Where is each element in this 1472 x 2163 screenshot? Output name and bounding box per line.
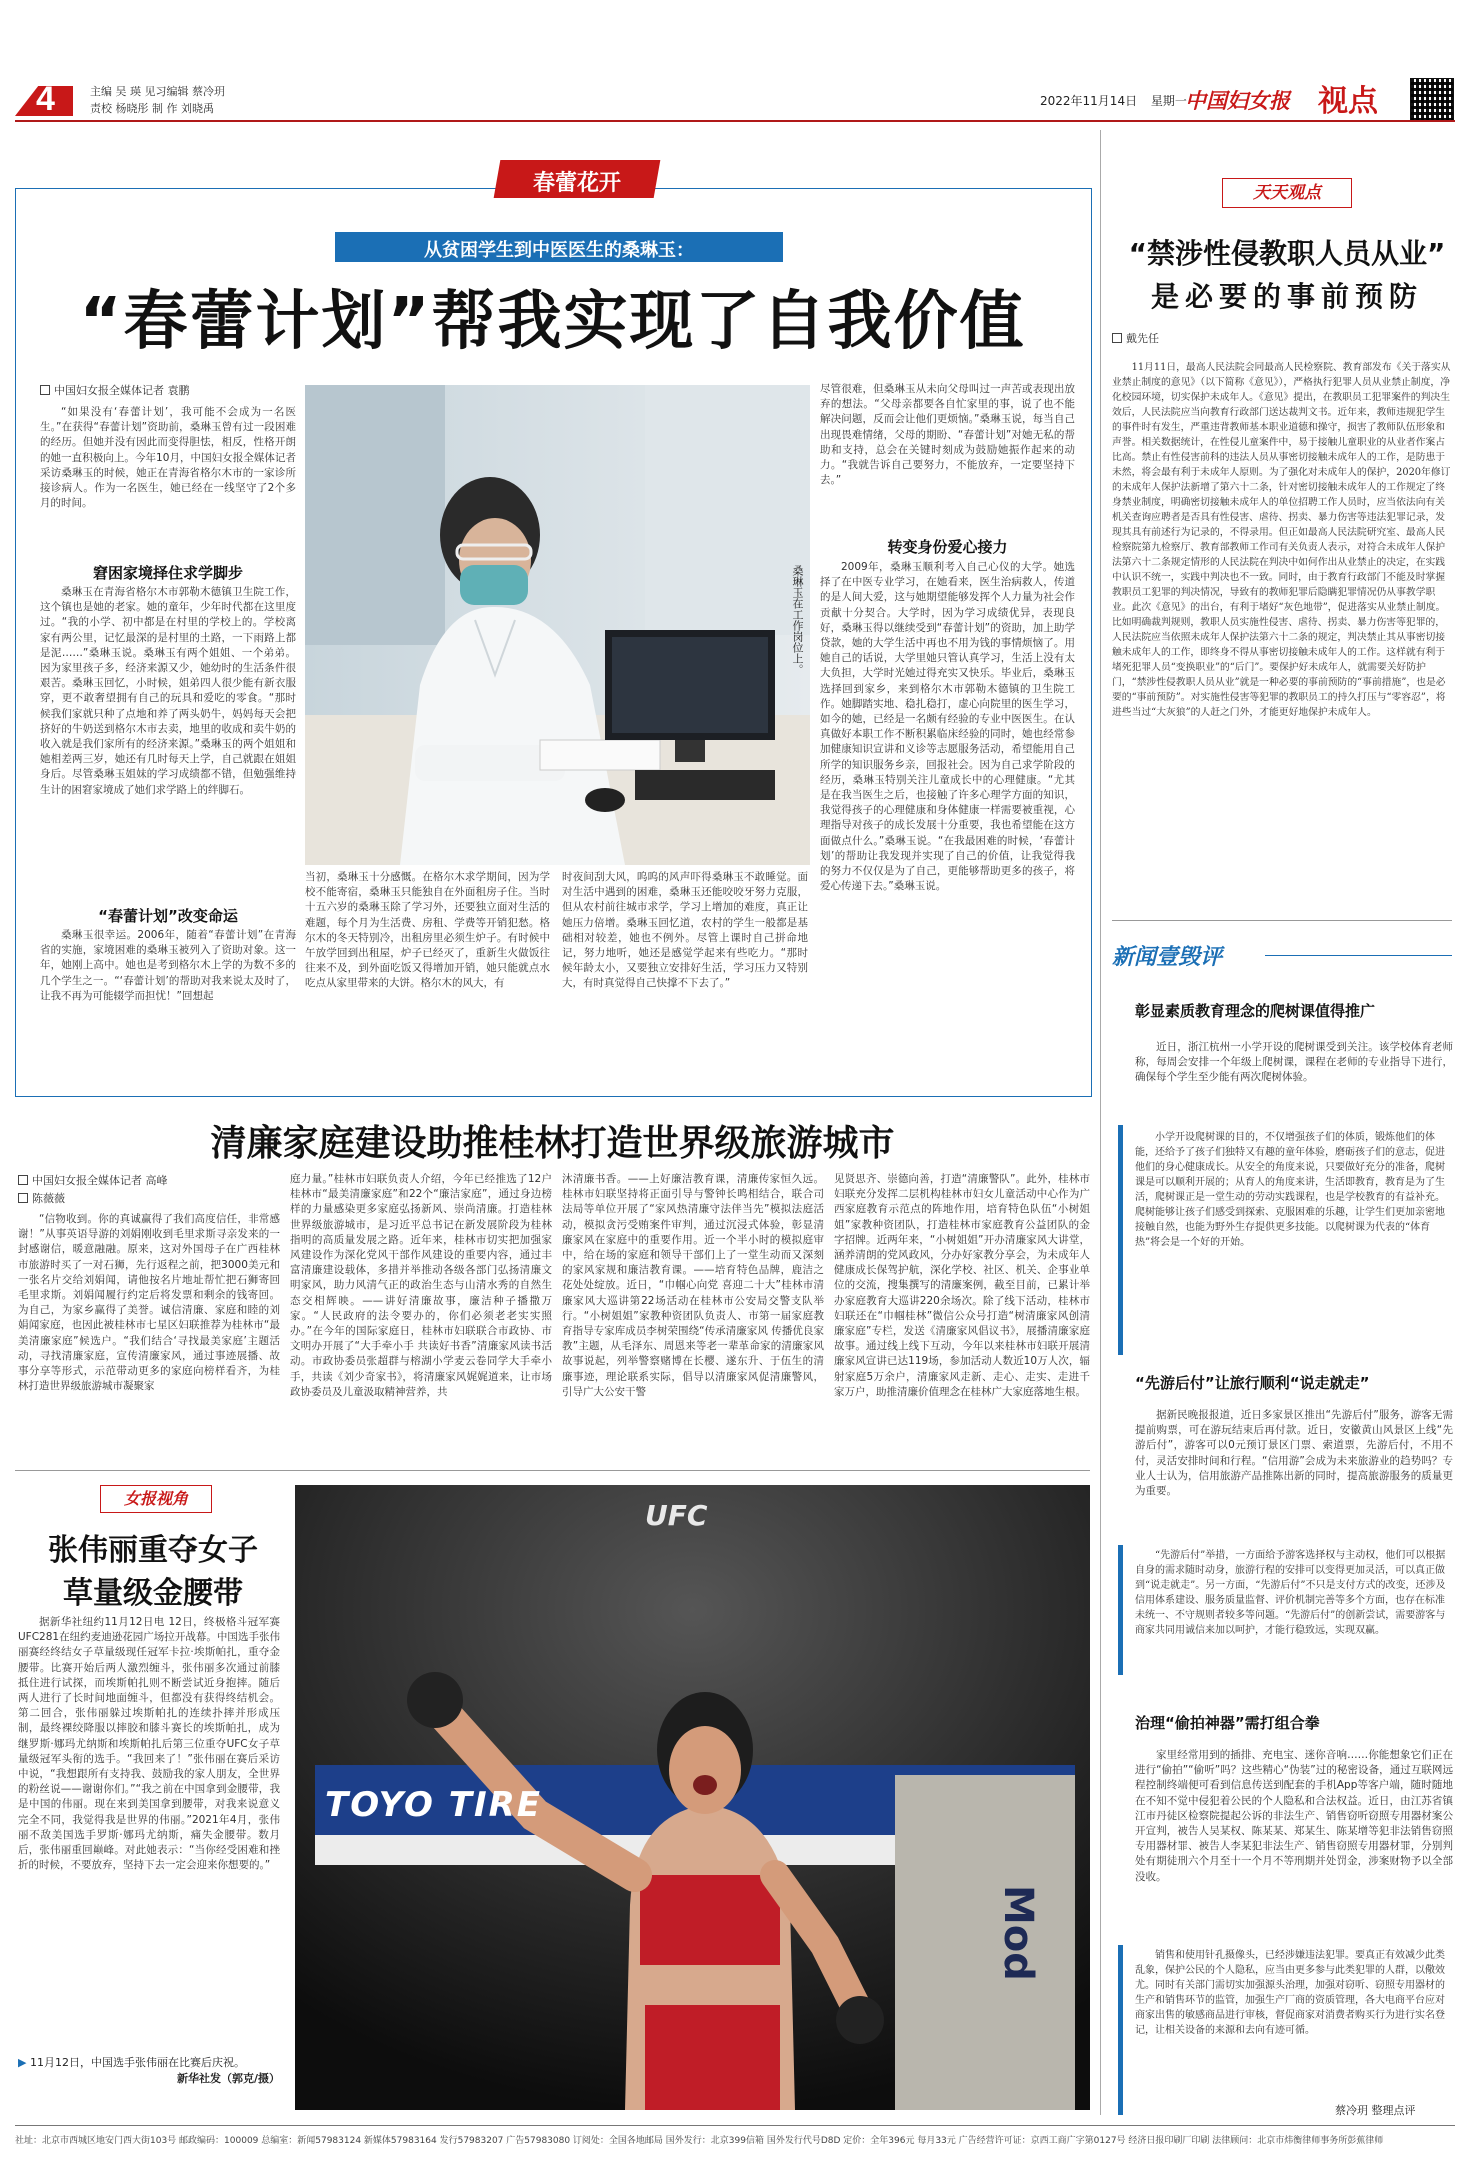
news-column-tag-rule xyxy=(1265,955,1452,956)
sports-tag-text: 女报视角 xyxy=(123,1489,188,1508)
sports-headline-1: 张伟丽重夺女子 xyxy=(48,1533,258,1568)
feature-col4-para-b: 2009年，桑琳玉顺利考入自己心仪的大学。她选择了在中医专业学习，在她看来，医生治病救人，传道的是人间大爱，这与她期望能够发挥个人力量为社会作贡献十分契合。大学时，因为学习成绩优异，表现良好，桑琳玉得以继续受到“春蕾计划”的资助，加上助学贷款，她的大学生活中再也不用为钱的事情烦恼了。用她自己的话说，大学里她只管认真学习，生活上没有太大负担，大学时光她过得充实又快乐。毕业后，桑琳玉选择回到家乡，来到格尔木市郭勒木德镇的卫生院工作。她脚踏实地、稳扎稳打，虚心向院里的医生学习，如今的她，已经是一名颇有经验的专业中医医生。在认真做好本职工作不断积累临床经验的同时，她也经常参加健康知识宣讲和义诊等志愿服务活动，希望能用自己所学的知识服务乡亲，回报社会。因为自己求学阶段的经历，桑琳玉特别关注儿童成长中的心理健康。“尤其是在我当医生之后，也接触了许多心理学方面的知识，我觉得孩子的心理健康和身体健康一样需要被重视，心理指导对孩子的成长发展十分重要，我也希望能在这方面做点什么。”桑琳玉说。“在我最困难的时候，‘春蕾计划’的帮助让我发现并实现了自己的价值，让我觉得我的努力不仅仅是为了自己，更能够帮助更多的孩子，将爱心传递下去。”桑琳玉说。 xyxy=(820,561,1075,893)
lianjie-byline-text-2: 陈薇薇 xyxy=(32,1192,65,1205)
news-item1-quote: 小学开设爬树课的目的，不仅增强孩子们的体质，锻炼他们的体能，还给予了孩子们独特又有趣的童年体验，磨砺孩子们的意志，促进他们的身心健康成长。从安全的角度来说，只要做好充分的准备，爬树课是可以顺利开展的；从育人的角度来讲，生活即教育，教育是为了生活，爬树课正是一堂生动的劳动实践课程，也是学校教育的有益补充。爬树能够让孩子们感受到探索、克服困难的乐趣，让学生们更加亲密地接触自然，也能为野外生存提供更多技能。以爬树课为代表的“体育热”将会是一个好的开始。 xyxy=(1135,1130,1453,1350)
lianjie-byline-box-icon xyxy=(18,1175,28,1185)
news-item1-quote-bar xyxy=(1118,1125,1123,1355)
feature-col4-para: 尽管很难，但桑琳玉从未向父母叫过一声苦或表现出放弃的想法。“父母亲都要各自忙家里的事，说了也不能解决问题，反而会让他们更烦恼。”桑琳玉说，每当自己出现畏难情绪，父母的期盼、“春蕾计划”对她无私的帮助和支持，总会在关键时刻成为鼓励她振作起来的动力。“我就告诉自己要努力，不能放弃，一定要坚持下去。” xyxy=(820,383,1075,487)
feature-subhead-3: 转变身份爱心接力 xyxy=(887,538,1008,556)
editor-line-1: 主编 吴 瑛 见习编辑 蔡冷玥 xyxy=(90,85,225,98)
feature-col1-para-b: 桑琳玉在青海省格尔木市郭勒木德镇卫生院工作，这个镇也是她的老家。她的童年，少年时代都在这里度过。“我的小学、初中都是在村里的学校上的。学校离家有两公里，记忆最深的是村里的土路，一下雨路上都是泥……”桑琳玉说。桑琳玉有两个姐姐、一个弟弟。因为家里孩子多，经济来源又少，她幼时的生活条件很艰苦。桑琳玉回忆，小时候，姐弟四人很少能有新衣服穿，更不敢奢望拥有自己的玩具和爱吃的零食。“那时候我们家就只种了点地和养了两头奶牛，妈妈每天会把挤好的牛奶送到格尔木市去卖，地里的收成和卖牛奶的收入就是我们家所有的经济来源。”桑琳玉的两个姐姐和她相差两三岁，她还有几时每天上学，自己就跟在姐姐身后。尽管桑琳玉姐妹的学习成绩都不错，但勉强维持生计的困窘家境成了她们求学路上的绊脚石。 xyxy=(40,586,296,796)
doctor-at-desk-illustration xyxy=(305,385,810,865)
sidebar-byline-text: 戴先任 xyxy=(1126,332,1159,345)
masthead-date xyxy=(1040,92,1187,109)
column-divider xyxy=(1100,130,1101,2115)
cerveza-banner-text: Mod xyxy=(995,1885,1041,1981)
sidebar-headline-1: “禁涉性侵教职人员从业” xyxy=(1128,237,1446,270)
feature-subhead-1: 窘困家境择住求学脚步 xyxy=(92,564,243,582)
feature-col1-para-c: 桑琳玉很幸运。2006年，随着“春蕾计划”在青海省的实施，家境困难的桑琳玉被列入了资助对象。这一年，她刚上高中。她也是考到格尔木上学的为数不多的几个学生之一。“‘春蕾计划’的帮助对我来说太及时了，让我不再为可能辍学而担忧！”回想起 xyxy=(40,929,296,1002)
feature-col3-para: 时夜间刮大风，呜呜的风声吓得桑琳玉不敢睡觉。面对生活中遇到的困难，桑琳玉还能咬咬牙努力克服，但从农村前往城市求学，学习上增加的难度，真正让她压力倍增。桑琳玉回忆道，农村的学生一般都是基础相对较差，她也不例外。尽管上课时自己拼命地记，努力地听，她还是感觉学起来有些吃力。“那时候年龄太小，又要独立安排好生活，学习压力又特别大，有时真觉得自己快撑不下去了。” xyxy=(562,871,808,990)
sidebar-byline-box-icon xyxy=(1112,333,1122,343)
sports-tag xyxy=(100,1485,212,1513)
masthead-rule xyxy=(15,120,1455,122)
feature-kicker: 从贫困学生到中医医生的桑琳玉： xyxy=(424,240,694,261)
lianjie-col4: 见贤思齐、崇德向善，打造“清廉警队”。此外，桂林市妇联充分发挥二层机构桂林市妇女儿童活动中心作为广西家庭教育示范点的阵地作用，培育特色队伍“小树姐姐”家教种资团队，打造桂林市家庭教育公益团队的金字招牌。近两年来，“小树姐姐”开办清廉家风大讲堂，涵养清朗的党风政风，分办好家教分享会，为未成年人健康成长保驾护航，深化学校、社区、机关、企事业单位的交流，搜集撰写的清廉案例，截至目前，已累计举办家庭教育大巡讲220余场次。除了线下活动，桂林市妇联还在“巾帼桂林”微信公众号打造“树清廉家风创清廉家庭”专栏，发送《清廉家风倡议书》，展播清廉家庭故事。通过线上线下互动，今年以来桂林市妇联开展清廉家风宣讲已达119场，参加活动人数近10万人次，辐射家庭5万余户，清廉家风走新、走心、走实、走进千家万户，助推清廉价值理念在桂林广大家庭落地生根。 xyxy=(834,1173,1090,1398)
feature-photo xyxy=(305,385,810,865)
lianjie-col2: 庭力量。”桂林市妇联负责人介绍，今年已经推选了12户桂林市“最美清廉家庭”和22个“廉洁家庭”，通过身边榜样的力量感染更多家庭弘扬新风、崇尚清廉。打造桂林世界级旅游城市，是习近平总书记在新发展阶段为桂林指明的高质量发展之路。近年来，桂林市切实把加强家风建设作为深化党风干部作风建设的重要内容，通过丰富清廉建设载体，多措并举推动各级各部门弘扬清廉文明家风，助力风清气正的政治生态与山清水秀的自然生态交相辉映。——讲好清廉故事，廉洁种子播撒万家。“人民政府的法令要办的，你们必须老老实实照办。”在今年的国际家庭日，桂林市妇联联合市政协、市文明办开展了“大手牵小手 共读好书香”清廉家风读书活动。市政协委员张超群与榕湖小学麦云卷同学大手牵小手，共读《刘少奇家书》，将清廉家风娓娓道来，让市场政协委员及儿童汲取精神营养，共 xyxy=(290,1173,552,1398)
news-item2-body: 据新民晚报报道，近日多家景区推出“先游后付”服务，游客无需提前购票，可在游玩结束后再付款。近日，安徽黄山风景区上线“先游后付”，游客可以0元预订景区门票、索道票，先游后付，不用不付，灵活安排时间和行程。“信用游”会成为未来旅游业的趋势吗？专业人士认为，信用旅游产品推陈出新的同时，提高旅游服务的质量更为重要。 xyxy=(1135,1409,1453,1498)
news-item2-title: “先游后付”让旅行顺利“说走就走” xyxy=(1135,1374,1370,1392)
lianjie-col1: “信物收到。你的真诚赢得了我们高度信任，非常感谢！”从事英语导游的刘娟刚收到毛里求斯寻亲发来的一封感谢信，暖意融融。原来，这对外国母子在广西桂林市旅游时买了一对石狮，先行返程之前，把3000美元和一张名片交给刘娟闻，请他按名片地址帮忙把石狮寄回毛里求斯。刘娟闻履行约定后将发票和剩余的钱寄回。为自己，为家乡赢得了美誉。诚信清廉、家庭和睦的刘娟闻家庭，也因此被桂林市七星区妇联推荐为桂林市“最美清廉家庭”候选户。“我们结合‘寻找最美家庭’主题活动，寻找清廉家庭，宣传清廉家风，通过事迹展播、故事分享等形式，示范带动更多的家庭向榜样看齐，为桂林打造世界级旅游城市凝聚家 xyxy=(18,1213,280,1393)
news-item2-quote: “先游后付”举措，一方面给予游客选择权与主动权，他们可以根据自身的需求随时动身，旅游行程的安排可以变得更加灵活，可以真正做到“说走就走”。另一方面，“先游后付”不只是支付方式的改变，还涉及信用体系建设、服务质量监督、评价机制完善等多个方面，也存在标准未统一、不守规则者较多等问题。“先游后付”的创新尝试，需要游客与商家共同用诚信来加以呵护，才能行稳致远，实现双赢。 xyxy=(1135,1548,1453,1674)
news-item1-title: 彰显素质教育理念的爬树课值得推广 xyxy=(1135,1002,1376,1020)
lianjie-col3: 沐清廉书香。——上好廉洁教育课，清廉传家恒久远。桂林市妇联坚持将正面引导与警钟长鸣相结合，联合司法局等单位开展了“家风热清廉守法伴当先”模拟法庭活动，模拟贪污受贿案件审判，通过沉浸式体验，彰显清廉家风在家庭中的重要作用。近一个半小时的模拟庭审中，给在场的家庭和领导干部们上了一堂生动而又深刻的家风家规和廉洁教育课。——培育特色品牌，鹿洁之花处处绽放。近日，“巾帼心向党 喜迎二十大”桂林市清廉家风大巡讲第22场活动在桂林市公安局交警支队举行。“小树姐姐”家教种资团队负责人、市第一届家庭教育指导专家库成员李树荣围绕“传承清廉家风 传播优良家教”主题，从毛泽东、周恩来等老一辈革命家的清廉家风故事说起，列举警察赌博在长樱、遂东升、于伍生的清廉事迹，理论联系实际，倡导以清廉家风促清廉警风，引导广大公安干警 xyxy=(562,1173,824,1398)
news-item3-body: 家里经常用到的插排、充电宝、迷你音响……你能想象它们正在进行“偷拍”“偷听”吗？这些精心“伪装”过的秘密设备，通过互联网远程控制终端便可看到信息传送到配套的手机App等客户端，随时随地在不知不觉中侵犯着公民的个人隐私和合法权益。近日，由江苏省镇江市丹徒区检察院提起公诉的非法生产、销售窃听窃照专用器材案公开宣判，被告人吴某权、陈某某、郑某生、陈某增等犯非法销售窃照专用器材罪、被告人李某犯非法生产、销售窃照专用器材罪，分别判处有期徒刑六个月至十一个月不等刑期并处罚金，涉案财物予以全部没收。 xyxy=(1135,1749,1453,1883)
sports-caption xyxy=(18,2055,280,2087)
caption-arrow-icon: ▶ xyxy=(18,2056,27,2069)
footer-rule xyxy=(15,2125,1455,2126)
sidebar-tag xyxy=(1222,178,1352,208)
sidebar-byline xyxy=(1112,330,1159,346)
news-column-tag: 新闻壹毁评 xyxy=(1112,945,1223,970)
weekday-text: 星期一 xyxy=(1150,94,1187,108)
feature-column-tag-text: 春蕾花开 xyxy=(532,170,621,196)
feature-col1-para: “如果没有‘春蕾计划’，我可能不会成为一名医生。”在获得“春蕾计划”资助前，桑琳玉曾有过一段困难的经历。但她并没有因此而变得胆怯，相反，性格开朗的她一直积极向上。今年10月，中国妇女报全媒体记者采访桑琳玉的时候，她正在青海省格尔木市的一家诊所接诊病人。作为一名医生，她已经在一线坚守了2个多月的时间。 xyxy=(40,406,296,510)
editor-line-2: 责校 杨晓彤 制 作 刘晓禹 xyxy=(90,102,214,115)
sports-photo xyxy=(295,1485,1090,2110)
footer-text: 社址：北京市西城区地安门西大街103号 邮政编码：100009 总编室：新闻57983124 新媒体57983164 发行57983207 广告57983080 订阅处：全国各地邮局 国外发行：北京399信箱 国外发行代号D8D 定价：全年396元 每月33元 广告经营许可证：京西工商广字第0127号 经济日报印刷厂印刷 法律顾问：北京市炜衡律师事务所彭蕉律师 xyxy=(15,2136,1384,2146)
sidebar-rule xyxy=(1112,920,1452,921)
lianjie-byline-text-1: 中国妇女报全媒体记者 高峰 xyxy=(32,1174,168,1187)
toyo-banner-text: TOYO TIRE xyxy=(325,1785,543,1825)
ufc-banner-text: UFC xyxy=(645,1499,708,1532)
news-column-editor: 蔡冷玥 整理点评 xyxy=(1335,2104,1416,2117)
feature-subhead-2: “春蕾计划”改变命运 xyxy=(98,907,238,925)
date-text: 2022年11月14日 xyxy=(1040,94,1138,108)
lianjie-byline-2 xyxy=(18,1190,65,1206)
feature-headline: “春蕾计划”帮我实现了自我价值 xyxy=(79,285,1026,359)
news-item3-quote-bar xyxy=(1118,1945,1123,2115)
byline-box-icon xyxy=(40,385,50,395)
feature-photo-caption: 桑琳玉在工作岗位上。 xyxy=(791,565,804,675)
paper-name: 中国妇女报 xyxy=(1185,88,1290,113)
sports-photo-credit: 新华社发（郭克/摄） xyxy=(176,2072,280,2085)
lianjie-byline-box-icon-2 xyxy=(18,1193,28,1203)
sidebar-headline-2: 是必要的事前预防 xyxy=(1150,280,1423,313)
news-item2-quote-bar xyxy=(1118,1545,1123,1675)
news-item3-quote: 销售和使用针孔摄像头，已经涉嫌违法犯罪。要真正有效减少此类乱象，保护公民的个人隐私，应当由更多参与此类犯罪的人群，以儆效尤。同时有关部门需切实加强源头治理，加强对窃听、窃照专用器材的生产和销售环节的监管，加强生产厂商的资质管理，各大电商平台应对商家出售的敏感商品进行审核，督促商家对消费者购买行为进行实名登记，让相关设备的来源和去向有迹可循。 xyxy=(1135,1948,1453,2098)
sidebar-body: 11月11日，最高人民法院会同最高人民检察院、教育部发布《关于落实从业禁止制度的意见》（以下简称《意见》），严格执行犯罪人员从业禁止制度，净化校园环境，切实保护未成年人。《意见》提出，在教职员工犯罪案件的判决生效后，人民法院应当向教育行政部门送达裁判文书。近年来，教师违规犯学生的事件时有发生，严重违背教师基本职业道德和操守，损害了教师队伍形象和声誉。相关数据统计，在性侵儿童案件中，易于接触儿童职业的从业者作案占比高。禁止有性侵害前科的违法人员从事密切接触未成年人的工作，是防患于未然，将会最有利于未成年人原则。为了强化对未成年人的保护，2020年修订的未成年人保护法新增了第六十二条，针对密切接触未成年人的工作规定了终身禁业制度，明确密切接触未成年人的单位招聘工作人员时，应当依法向有关机关查询应聘者是否具有性侵害、虐待、拐卖、暴力伤害等违法犯罪记录，发现其具有前述行为记录的，不得录用。但正如最高人民法院研究室、最高人民检察院第九检察厅、教育部教师工作司有关负责人表示，对符合未成年人保护法第六十二条规定情形的人民法院在判决中如何作出从业禁止的决定，在实践中认识不统一，实践中判决也不一致。同时，由于教育行政部门不能及时掌握教职员工犯罪的判决情况，导致有的教师犯罪后隐瞒犯罪情况仍从事教学职业。此次《意见》的出台，有利于堵好“灰色地带”，促进落实从业禁止制度。比如明确裁判规则，教职人员实施性侵害、虐待、拐卖、暴力伤害等犯罪的，人民法院应当依照未成年人保护法第六十二条的规定，判决禁止其从事密切接触未成年人的工作，即终身不得从事密切接触未成年人的工作。这样就有利于堵死犯罪人员“变换职业”的“后门”。要保护好未成年人，就需要关好防护门，“禁涉性侵教职人员从业”就是一种必要的事前预防的“事前措施”，也是必要的“事前预防”。对实施性侵害等犯罪的教职员工的持久打压与“零容忍”，将进些当过“大灰狼”的人赶之门外，才能更好地保护未成年人。 xyxy=(1112,360,1452,888)
section-name: 视点 xyxy=(1318,84,1378,119)
sports-body: 据新华社纽约11月12日电 12日，终极格斗冠军赛UFC281在纽约麦迪逊花园广场拉开战幕。中国选手张伟丽赛经终结女子草量级现任冠军卡拉·埃斯帕扎，重夺金腰带。比赛开始后两人激烈缠斗，张伟丽多次通过前膝抵住进行试探，而埃斯帕扎则不断尝试近身抱摔。随后两人进行了长时间地面缠斗，但都没有获得终结机会。第二回合，张伟丽躲过埃斯帕扎的连续扑摔并形成压制，最终裸绞降服以摔胶和膝斗赛长的埃斯帕扎，成为继罗斯·娜玛尤纳斯和埃斯帕扎后第三位重夺UFC女子草量级冠军头衔的选手。“我回来了！”张伟丽在赛后采访中说，“我想跟所有支持我、鼓励我的家人朋友，全世界的粉丝说——谢谢你们。”“我之前在中国拿到金腰带，我是中国的伟丽。现在来到美国拿到腰带，对我来说意义完全不同，我觉得我是世界的伟丽。”2021年4月，张伟丽不敌美国选手罗斯·娜玛尤纳斯，痛失金腰带。数月后，张伟丽重回巅峰。对此她表示：“当你经受困难和挫折的时候，不要放弃，坚持下去一定会迎来你想要的。” xyxy=(18,1616,280,1872)
feature-col2-para: 当初，桑琳玉十分感慨。在格尔木求学期间，因为学校不能寄宿，桑琳玉只能独自在外面租房子住。当时十五六岁的桑琳玉除了学习外，还要独立面对生活的难题，每个月为生活费、房租、学费等开销犯愁。格尔木的冬天特别冷，出租房里必须生炉子。有时候中午放学回到出租屋，炉子已经灭了，重新生火做饭往往来不及，到外面吃饭又得增加开销，她只能就点水吃点从家里带来的大饼。格尔木的风大，有 xyxy=(305,871,550,990)
sports-caption-text: 11月12日，中国选手张伟丽在比赛后庆祝。 xyxy=(29,2056,245,2069)
masthead xyxy=(0,0,1472,119)
qr-code-icon xyxy=(1410,78,1454,122)
lianjie-bottom-rule xyxy=(15,1470,1090,1471)
feature-byline xyxy=(40,382,190,398)
news-item1-body: 近日，浙江杭州一小学开设的爬树课受到关注。该学校体育老师称，每周会安排一个年级上爬树课，课程在老师的专业指导下进行，确保每个学生至少能有两次爬树体验。 xyxy=(1135,1041,1453,1084)
page-number: 4 xyxy=(36,80,55,118)
sports-headline-2: 草量级金腰带 xyxy=(63,1576,243,1611)
lianjie-byline-1 xyxy=(18,1172,168,1188)
sidebar-tag-text: 天天观点 xyxy=(1253,183,1321,203)
lianjie-headline: 清廉家庭建设助推桂林打造世界级旅游城市 xyxy=(210,1123,895,1164)
news-item3-title: 治理“偷拍神器”需打组合拳 xyxy=(1135,1714,1320,1732)
feature-byline-text: 中国妇女报全媒体记者 袁鹏 xyxy=(54,384,190,397)
